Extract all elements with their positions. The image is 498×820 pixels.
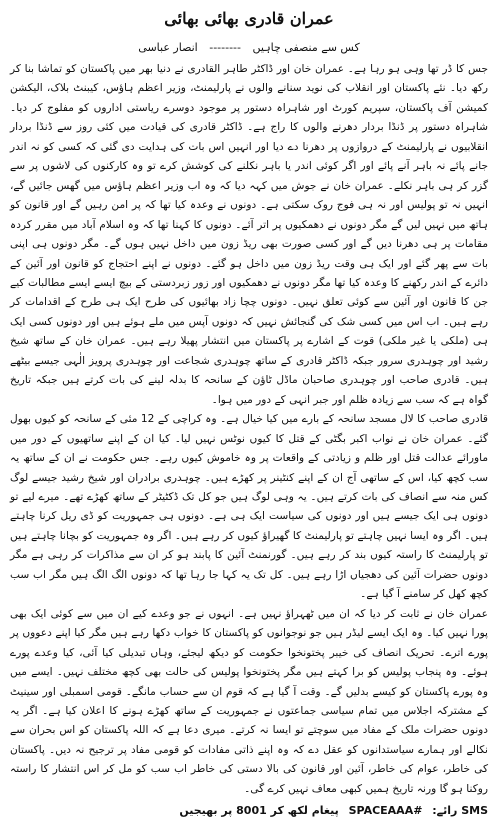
article-title: عمران قادری بھائی بھائی [164,9,334,28]
article-body [10,60,488,799]
byline [10,40,488,56]
body-paragraph: جس کا ڈر تھا وہی ہو رہا ہے۔ عمران خان اور ڈاکٹر طاہر القادری نے دنیا بھر میں پاکستان کو تماشا بنا کر رکھ دیا۔ نئے پاکستان اور انقلاب کی نوید سنانے والوں نے پارلیمنٹ، وزیر اعظم ہاؤس، کیبنٹ بلاک، الیکشن کمیشن آف پاکستان، سپریم کورٹ اور شاہراہ دستور پر موجود دوسرے ریاستی اداروں کو مفلوج کر دیا۔ شاہراہ دستور پر ڈنڈا بردار دھرنے والوں کا راج ہے۔ ڈاکٹر قادری کی قیادت میں کئی روز سے ڈنڈا بردار انقلابیوں نے پارلیمنٹ کے دروازوں پر دھرنا دے دیا اور انہیں اس بات کی ہدایت دی گئی کہ کسی کو نہ اندر جانے پائے نہ باہر آنے پائے اور اگر کوئی اندر یا باہر نکلنے کی کوشش کرے تو وہ کارکنوں کی لاشوں پر سے گزر کر ہی باہر نکلے۔ عمران خان نے جوش میں کہہ دیا کہ وہ اب وزیر اعظم ہاؤس میں گھس جائیں گے، انہیں نہ تو پولیس اور نہ ہی فوج روک سکتی ہے۔ دونوں نے وعدہ کیا تھا کہ پر امن رہیں گے اور قانون کو ہاتھ میں نہیں لیں گے مگر دونوں نے دھمکیوں پر اتر آئے۔ دونوں کا کہنا تھا کہ وہ اسلام آباد میں مقرر کردہ مقامات پر ہی دھرنا دیں گے اور کسی صورت بھی ریڈ زون میں داخل نہیں ہوں گے۔ مگر دونوں ہی اپنی بات سے پھر گئے اور ایک ہی وقت ریڈ زون میں داخل ہو گئے۔ دونوں نے اپنے احتجاج کو قانون اور آئین کے دائرے کے اندر رکھنے کا وعدہ کیا تھا مگر دونوں نے دھمکیوں اور زور زبردستی کے بیچ ایسے ایسے مطالبات کیے جن کا قانون اور آئین سے کوئی تعلق نہیں۔ دونوں چچا زاد بھائیوں کی طرح ایک ہی طرح کے اقدامات کر رہے ہیں۔ اب اس میں کسی شک کی گنجائش نہیں کہ دونوں آپس میں ملے ہوئے ہیں اور دونوں کسی ایک ہی (ملکی یا غیر ملکی) قوت کے اشارے پر پاکستان میں انتشار پھیلا رہے ہیں۔ عمران خان کے ساتھ شیخ رشید اور چوہدری سرور جبکہ ڈاکٹر قادری کے ساتھ چوہدری شجاعت اور چوہدری پرویز الٰہی جیسے بیٹھے ہیں۔ قادری صاحب اور چوہدری صاحبان ماڈل ٹاؤن کے سانحہ کا بدلہ لینے کی بات کرتے ہیں جبکہ تاریخ گواہ ہے کہ سب سے زیادہ ظلم اور جبر انہی کے دور میں ہوا۔ [10,63,488,406]
sms-code: #SPACEAAA [348,804,423,818]
body-paragraph: قادری صاحب کا لال مسجد سانحہ کے بارے میں کیا خیال ہے۔ وہ کراچی کے 12 مئی کے سانحہ کو کیوں بھول گئے۔ عمران خان نے نواب اکبر بگٹی کے قتل کا کیوں نوٹس نہیں لیا۔ کیا ان کے اپنے ساتھیوں کے دور میں ماورائے عدالت قتل اور ظلم و زیادتی کے واقعات پر وہ خاموش کیوں رہے۔ جس حکومت نے ان کے ساتھ یہ سب کچھ کیا، اس کے ساتھی آج ان کے اپنے کنٹینر پر کھڑے ہیں۔ چوہدری برادران اور شیخ رشید جیسے لوگ کس منہ سے انصاف کی بات کرتے ہیں۔ یہ وہی لوگ ہیں جو کل تک ڈکٹیٹر کے ساتھ کھڑے تھے۔ میرے لیے تو دونوں ہی ایک جیسے ہیں اور دونوں کی سیاست ایک ہی ہے۔ دونوں ہی جمہوریت کو ڈی ریل کرنا چاہتے ہیں۔ اگر وہ ایسا نہیں چاہتے تو پارلیمنٹ کا گھیراؤ کیوں کر رہے ہیں۔ اگر وہ جمہوریت کو بچانا چاہتے ہیں تو پارلیمنٹ کا راستہ کیوں بند کر رہے ہیں۔ گورنمنٹ آئین کا پابند ہو کر ان سے مذاکرات کر رہی ہے مگر دونوں حضرات آئین کی دھجیاں اڑا رہے ہیں۔ کل تک یہ کہا جا رہا تھا کہ دونوں الگ الگ ہیں مگر اب سب کچھ کھل کر سامنے آ گیا ہے۔ [10,413,489,601]
column-subtitle: کس سے منصفی چاہیں [252,41,360,54]
sms-label: SMS رائے: [432,804,488,818]
byline-separator: -------- [209,41,241,54]
author-name: انصار عباسی [138,41,198,54]
sms-instruction: پیغام لکھ کر 8001 پر بھیجیں [179,804,339,818]
body-paragraph: عمران خان نے ثابت کر دیا کہ ان میں ٹھہراؤ نہیں ہے۔ انہوں نے جو وعدے کیے ان میں سے کوئی ایک بھی پورا نہیں کیا۔ وہ ایک ایسے لیڈر ہیں جو نوجوانوں کو پاکستان کا خواب دکھا رہے ہیں مگر کیا اپنے دعووں پر پورے اترے۔ تحریک انصاف کی خیبر پختونخوا حکومت کو دیکھ لیجئے، وہاں تبدیلی کیا آئی، کیا وعدے پورے ہوئے۔ وہ پنجاب پولیس کو برا کہتے ہیں مگر پختونخوا پولیس کی حالت بھی کچھ مختلف نہیں۔ ایسے میں وہ پورے پاکستان کو کیسے بدلیں گے۔ وقت آ گیا ہے کہ قوم ان سے حساب مانگے۔ قومی اسمبلی اور سینیٹ کے مشترکہ اجلاس میں تمام سیاسی جماعتوں نے جمہوریت کے ساتھ کھڑے ہونے کا اعلان کیا ہے۔ اگر یہ دونوں حضرات ملک کے مفاد میں سوچتے تو ایسا نہ کرتے۔ میری دعا ہے کہ اللہ پاکستان کو اس بحران سے نکالے اور ہمارے سیاستدانوں کو عقل دے کہ وہ اپنے ذاتی مفادات کو قومی مفاد پر ترجیح نہ دیں۔ پاکستان کی خاطر، عوام کی خاطر، آئین اور قانون کی بالا دستی کی خاطر اب سب کو مل کر اس انتشار کا راستہ روکنا ہو گا ورنہ تاریخ ہمیں کبھی معاف نہیں کرے گی۔ [10,607,488,795]
sms-footer [10,802,488,820]
